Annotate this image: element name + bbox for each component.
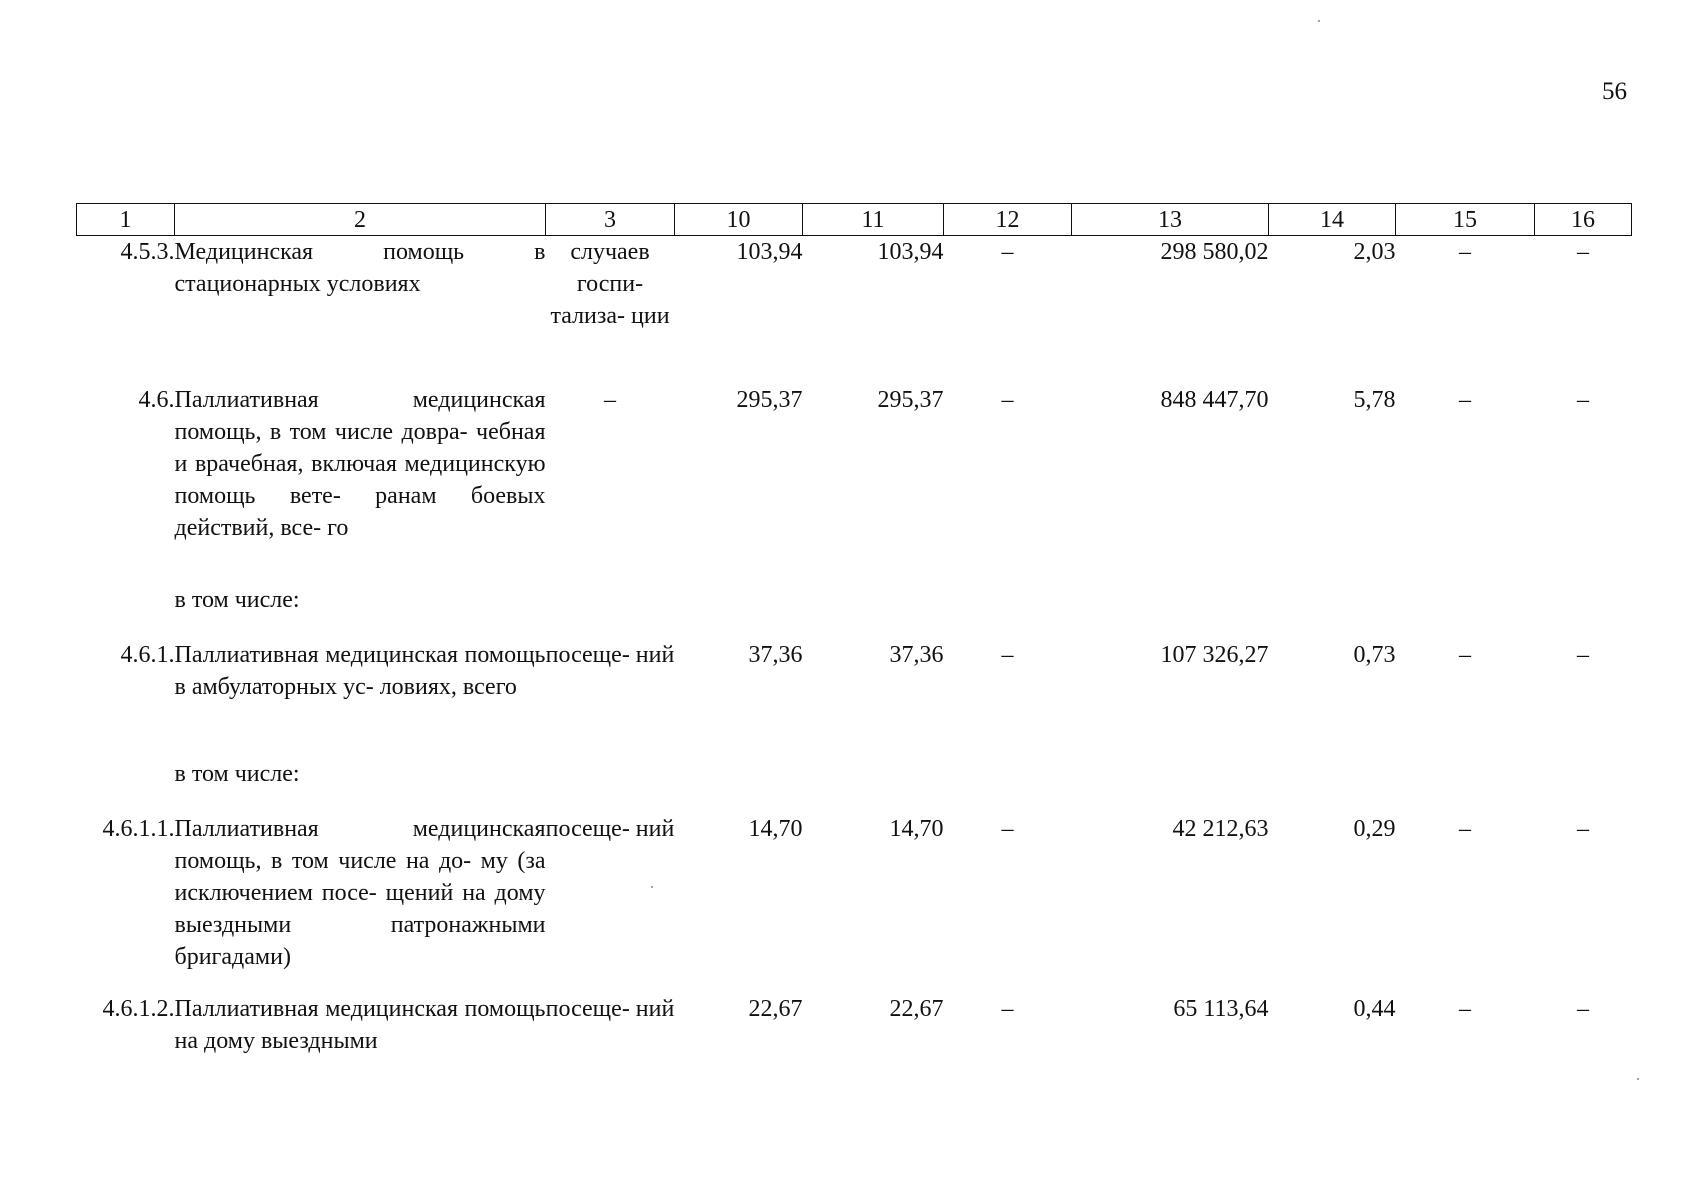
cell-col-15: [1396, 752, 1535, 807]
cell-col-11: [803, 752, 944, 807]
header-col-10: 10: [675, 204, 803, 236]
row-unit: посеще- ний: [545, 816, 675, 842]
cell-col-16: [1535, 578, 1632, 633]
table-row: [77, 807, 1632, 987]
cell-col-16: –: [1577, 816, 1589, 842]
header-row: [77, 204, 1632, 236]
cell-col-15: –: [1459, 996, 1471, 1022]
cell-col-11: 103,94: [877, 239, 944, 265]
cell-col-13: 107 326,27: [1160, 642, 1269, 668]
header-col-1: 1: [77, 204, 175, 236]
cell-col-12: –: [1001, 816, 1014, 842]
cell-col-10: 22,67: [748, 996, 803, 1022]
cell-col-14: [1269, 752, 1396, 807]
cell-col-10: [675, 752, 803, 807]
cell-col-10: [675, 578, 803, 633]
row-number: 4.5.3.: [120, 239, 175, 265]
cell-col-14: 2,03: [1353, 239, 1396, 265]
cell-col-15: [1396, 578, 1535, 633]
cell-col-13: 298 580,02: [1160, 239, 1269, 265]
row-name: Паллиативная медицинская помощь, в том числе довра- чебная и врачебная, включая медицинскую помощь вете- ранам боевых действий, все- го: [174, 387, 546, 541]
cell-col-10: 37,36: [748, 642, 803, 668]
cell-col-14: [1269, 578, 1396, 633]
row-unit: [546, 752, 675, 807]
table-row: [77, 578, 1632, 633]
row-name: Паллиативная медицинская помощь в амбулаторных ус- ловиях, всего: [174, 642, 546, 700]
cell-col-16: –: [1577, 642, 1589, 668]
table-row: [77, 381, 1632, 578]
cell-col-11: 37,36: [889, 642, 944, 668]
cell-col-14: 0,29: [1353, 816, 1396, 842]
cell-col-12: –: [1001, 387, 1014, 413]
header-col-3: 3: [546, 204, 675, 236]
scan-speck: [1637, 1078, 1639, 1080]
table-row: [77, 752, 1632, 807]
cell-col-10: 295,37: [736, 387, 803, 413]
row-unit: [546, 578, 675, 633]
header-col-15: 15: [1396, 204, 1535, 236]
table-row: [77, 236, 1632, 382]
cell-col-11: [803, 578, 944, 633]
page-number: 56: [1602, 78, 1627, 105]
table-row: [77, 633, 1632, 752]
cell-col-12: [944, 752, 1072, 807]
cell-col-14: 0,73: [1353, 642, 1396, 668]
row-unit: случаев госпи- тализа- ции: [550, 239, 670, 329]
cell-col-12: –: [1001, 996, 1014, 1022]
cell-col-10: 14,70: [748, 816, 803, 842]
row-unit: –: [604, 387, 616, 413]
row-number: 4.6.1.1.: [102, 816, 175, 842]
row-name: Паллиативная медицинская помощь на дому выездными: [174, 996, 546, 1054]
cell-col-13: 65 113,64: [1173, 996, 1269, 1022]
cell-col-12: –: [1001, 642, 1014, 668]
row-number: 4.6.: [138, 387, 175, 413]
header-col-12: 12: [944, 204, 1072, 236]
cell-col-11: 14,70: [889, 816, 944, 842]
cell-col-15: –: [1459, 239, 1471, 265]
data-table: [76, 203, 1632, 1073]
cell-col-14: 0,44: [1353, 996, 1396, 1022]
cell-col-13: 42 212,63: [1172, 816, 1269, 842]
header-col-13: 13: [1072, 204, 1269, 236]
cell-col-15: –: [1459, 816, 1471, 842]
row-number: 4.6.1.2.: [102, 996, 175, 1022]
table-row: [77, 987, 1632, 1073]
scan-speck: [1318, 20, 1320, 22]
cell-col-16: –: [1577, 387, 1589, 413]
cell-col-11: 295,37: [877, 387, 944, 413]
cell-col-16: [1535, 752, 1632, 807]
row-name: Паллиативная медицинская помощь, в том числе на до- му (за исключением посе- щений на дому выездными патронажными бригадами): [174, 816, 546, 970]
cell-col-13: 848 447,70: [1160, 387, 1269, 413]
cell-col-14: 5,78: [1353, 387, 1396, 413]
row-unit: посеще- ний: [545, 642, 675, 668]
row-number: [77, 578, 175, 633]
cell-col-10: 103,94: [736, 239, 803, 265]
cell-col-16: –: [1577, 239, 1589, 265]
header-col-16: 16: [1535, 204, 1632, 236]
header-col-14: 14: [1269, 204, 1396, 236]
row-number: 4.6.1.: [120, 642, 175, 668]
cell-col-12: –: [1001, 239, 1014, 265]
row-subheading: в том числе:: [174, 761, 300, 787]
row-subheading: в том числе:: [174, 587, 300, 613]
header-col-11: 11: [803, 204, 944, 236]
cell-col-13: [1072, 752, 1269, 807]
cell-col-13: [1072, 578, 1269, 633]
cell-col-12: [944, 578, 1072, 633]
cell-col-15: –: [1459, 642, 1471, 668]
row-unit: посеще- ний: [545, 996, 675, 1022]
cell-col-16: –: [1577, 996, 1589, 1022]
row-number: [77, 752, 175, 807]
cell-col-15: –: [1459, 387, 1471, 413]
cell-col-11: 22,67: [889, 996, 944, 1022]
header-col-2: 2: [175, 204, 546, 236]
row-name: Медицинская помощь в стационарных условиях: [174, 239, 546, 297]
